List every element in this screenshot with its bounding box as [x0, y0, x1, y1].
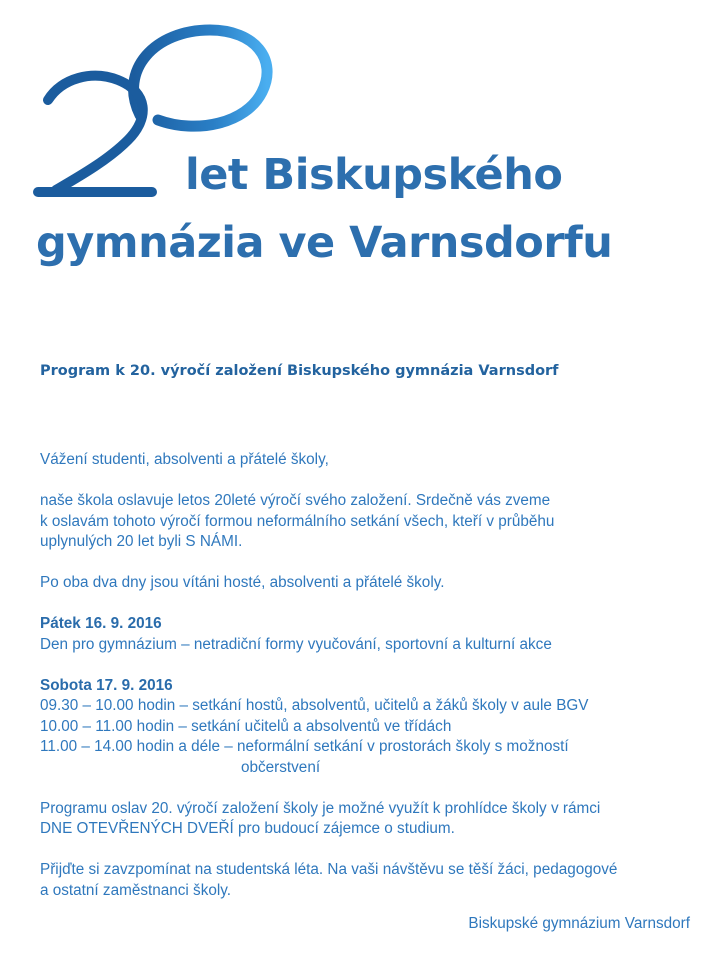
headline-line-1: let Biskupského: [185, 150, 563, 200]
intro-line: uplynulých 20 let byli S NÁMI.: [40, 533, 243, 550]
friday-date: Pátek 16. 9. 2016: [40, 615, 162, 632]
intro-line: k oslavám tohoto výročí formou neformálního setkání všech, kteří v průběhu: [40, 512, 555, 530]
closing-line: a ostatní zaměstnanci školy.: [40, 881, 232, 899]
friday-text: Den pro gymnázium – netradiční formy vyučování, sportovní a kulturní akce: [40, 635, 552, 653]
closing-line: Přijďte si zavzpomínat na studentská léta. Na vaši návštěvu se těší žáci, pedagogové: [40, 861, 618, 878]
welcome-text: Po oba dva dny jsou vítáni hosté, absolventi a přátelé školy.: [40, 574, 445, 591]
open-day-line: Programu oslav 20. výročí založení školy je možné využít k prohlídce školy v rámci: [40, 799, 601, 817]
schedule-item: 11.00 – 14.00 hodin a déle – neformální setkání v prostorách školy s možností: [40, 738, 569, 755]
schedule-item: 10.00 – 11.00 hodin – setkání učitelů a absolventů ve třídách: [40, 717, 452, 735]
intro-line: naše škola oslavuje letos 20leté výročí svého založení. Srdečně vás zveme: [40, 492, 551, 509]
schedule-item-continuation: občerstvení: [241, 758, 321, 776]
program-subtitle: Program k 20. výročí založení Biskupského gymnázia Varnsdorf: [40, 363, 559, 379]
saturday-date: Sobota 17. 9. 2016: [40, 676, 173, 694]
open-day-line: DNE OTEVŘENÝCH DVEŘÍ pro budoucí zájemce o studium.: [40, 820, 455, 837]
greeting: Vážení studenti, absolventi a přátelé školy,: [40, 451, 329, 468]
letter-body: [40, 450, 700, 901]
headline-line-2: gymnázia ve Varnsdorfu: [36, 218, 613, 268]
schedule-item: 09.30 – 10.00 hodin – setkání hostů, absolventů, učitelů a žáků školy v aule BGV: [40, 697, 589, 714]
signature: Biskupské gymnázium Varnsdorf: [468, 915, 690, 932]
